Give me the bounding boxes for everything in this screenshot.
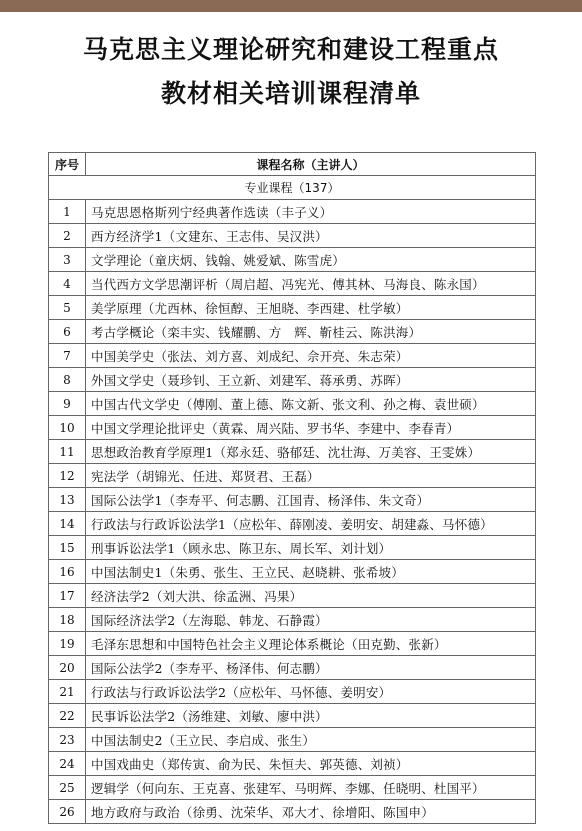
row-course-name: 逻辑学（何向东、王克喜、张建军、马明辉、李娜、任晓明、杜国平） (86, 776, 536, 800)
table-row (49, 248, 536, 272)
row-course-name: 宪法学（胡锦光、任进、郑贤君、王磊） (86, 464, 536, 488)
row-serial-number: 4 (49, 272, 86, 296)
header-serial-number: 序号 (49, 153, 86, 176)
row-serial-number: 15 (49, 536, 86, 560)
row-serial-number: 13 (49, 488, 86, 512)
row-serial-number: 19 (49, 632, 86, 656)
table-row (49, 656, 536, 680)
row-course-name: 当代西方文学思潮评析（周启超、冯宪光、傅其林、马海良、陈永国） (86, 272, 536, 296)
row-course-name: 中国古代文学史（傅刚、董上德、陈文新、张文利、孙之梅、袁世硕） (86, 392, 536, 416)
row-course-name: 国际经济法学2（左海聪、韩龙、石静霞） (86, 608, 536, 632)
row-serial-number: 7 (49, 344, 86, 368)
table-row (49, 488, 536, 512)
row-serial-number: 25 (49, 776, 86, 800)
row-course-name: 中国戏曲史（郑传寅、俞为民、朱恒夫、郭英德、刘祯） (86, 752, 536, 776)
row-serial-number: 24 (49, 752, 86, 776)
row-serial-number: 8 (49, 368, 86, 392)
table-row (49, 776, 536, 800)
row-serial-number: 21 (49, 680, 86, 704)
row-serial-number: 18 (49, 608, 86, 632)
row-course-name: 行政法与行政诉讼法学2（应松年、马怀德、姜明安） (86, 680, 536, 704)
document-title (0, 28, 582, 116)
row-serial-number: 6 (49, 320, 86, 344)
table-row (49, 752, 536, 776)
row-serial-number: 14 (49, 512, 86, 536)
table-row (49, 200, 536, 224)
row-course-name: 毛泽东思想和中国特色社会主义理论体系概论（田克勤、张新） (86, 632, 536, 656)
table-row (49, 536, 536, 560)
row-serial-number: 10 (49, 416, 86, 440)
row-serial-number: 20 (49, 656, 86, 680)
top-decor-bar (0, 0, 582, 12)
table-row (49, 344, 536, 368)
row-course-name: 中国文学理论批评史（黄霖、周兴陆、罗书华、李建中、李春青） (86, 416, 536, 440)
table-header-row (49, 153, 536, 176)
section-label: 专业课程（137） (49, 176, 536, 200)
row-course-name: 外国文学史（聂珍钊、王立新、刘建军、蒋承勇、苏晖） (86, 368, 536, 392)
table-row (49, 584, 536, 608)
title-line-1: 马克思主义理论研究和建设工程重点 (82, 35, 499, 64)
row-course-name: 行政法与行政诉讼法学1（应松年、薛刚凌、姜明安、胡建淼、马怀德） (86, 512, 536, 536)
table-row (49, 224, 536, 248)
row-course-name: 国际公法学1（李寿平、何志鹏、江国青、杨泽伟、朱文奇） (86, 488, 536, 512)
table-row (49, 608, 536, 632)
row-serial-number: 23 (49, 728, 86, 752)
header-course-name: 课程名称（主讲人） (86, 153, 536, 176)
table-row (49, 320, 536, 344)
table-body (49, 176, 536, 824)
table-row (49, 728, 536, 752)
table-row (49, 800, 536, 824)
row-serial-number: 5 (49, 296, 86, 320)
table-row (49, 392, 536, 416)
row-course-name: 考古学概论（栾丰实、钱耀鹏、方 辉、靳桂云、陈洪海） (86, 320, 536, 344)
row-course-name: 民事诉讼法学2（汤维建、刘敏、廖中洪） (86, 704, 536, 728)
row-course-name: 中国美学史（张法、刘方喜、刘成纪、佘开亮、朱志荣） (86, 344, 536, 368)
row-course-name: 中国法制史2（王立民、李启成、张生） (86, 728, 536, 752)
table-row (49, 632, 536, 656)
table-row (49, 440, 536, 464)
title-line-2: 教材相关培训课程清单 (160, 79, 421, 108)
table-row (49, 560, 536, 584)
row-serial-number: 2 (49, 224, 86, 248)
row-course-name: 经济法学2（刘大洪、徐孟洲、冯果） (86, 584, 536, 608)
row-course-name: 思想政治教育学原理1（郑永廷、骆郁廷、沈壮海、万美容、王雯姝） (86, 440, 536, 464)
row-serial-number: 1 (49, 200, 86, 224)
table-row (49, 680, 536, 704)
row-serial-number: 11 (49, 440, 86, 464)
row-course-name: 中国法制史1（朱勇、张生、王立民、赵晓耕、张希坡） (86, 560, 536, 584)
row-course-name: 马克思恩格斯列宁经典著作选读（丰子义） (86, 200, 536, 224)
table-row (49, 704, 536, 728)
row-serial-number: 12 (49, 464, 86, 488)
row-course-name: 美学原理（尤西林、徐恒醇、王旭晓、李西建、杜学敏） (86, 296, 536, 320)
table-row (49, 512, 536, 536)
row-serial-number: 26 (49, 800, 86, 824)
table-row (49, 416, 536, 440)
row-course-name: 文学理论（童庆炳、钱翰、姚爱斌、陈雪虎） (86, 248, 536, 272)
table-row (49, 368, 536, 392)
row-serial-number: 16 (49, 560, 86, 584)
row-serial-number: 22 (49, 704, 86, 728)
row-course-name: 西方经济学1（文建东、王志伟、吴汉洪） (86, 224, 536, 248)
section-row (49, 176, 536, 200)
row-course-name: 刑事诉讼法学1（顾永忠、陈卫东、周长军、刘计划） (86, 536, 536, 560)
row-serial-number: 17 (49, 584, 86, 608)
row-course-name: 地方政府与政治（徐勇、沈荣华、邓大才、徐增阳、陈国申） (86, 800, 536, 824)
row-course-name: 国际公法学2（李寿平、杨泽伟、何志鹏） (86, 656, 536, 680)
row-serial-number: 9 (49, 392, 86, 416)
table-row (49, 464, 536, 488)
table-row (49, 296, 536, 320)
row-serial-number: 3 (49, 248, 86, 272)
course-table (48, 152, 536, 824)
table-row (49, 272, 536, 296)
